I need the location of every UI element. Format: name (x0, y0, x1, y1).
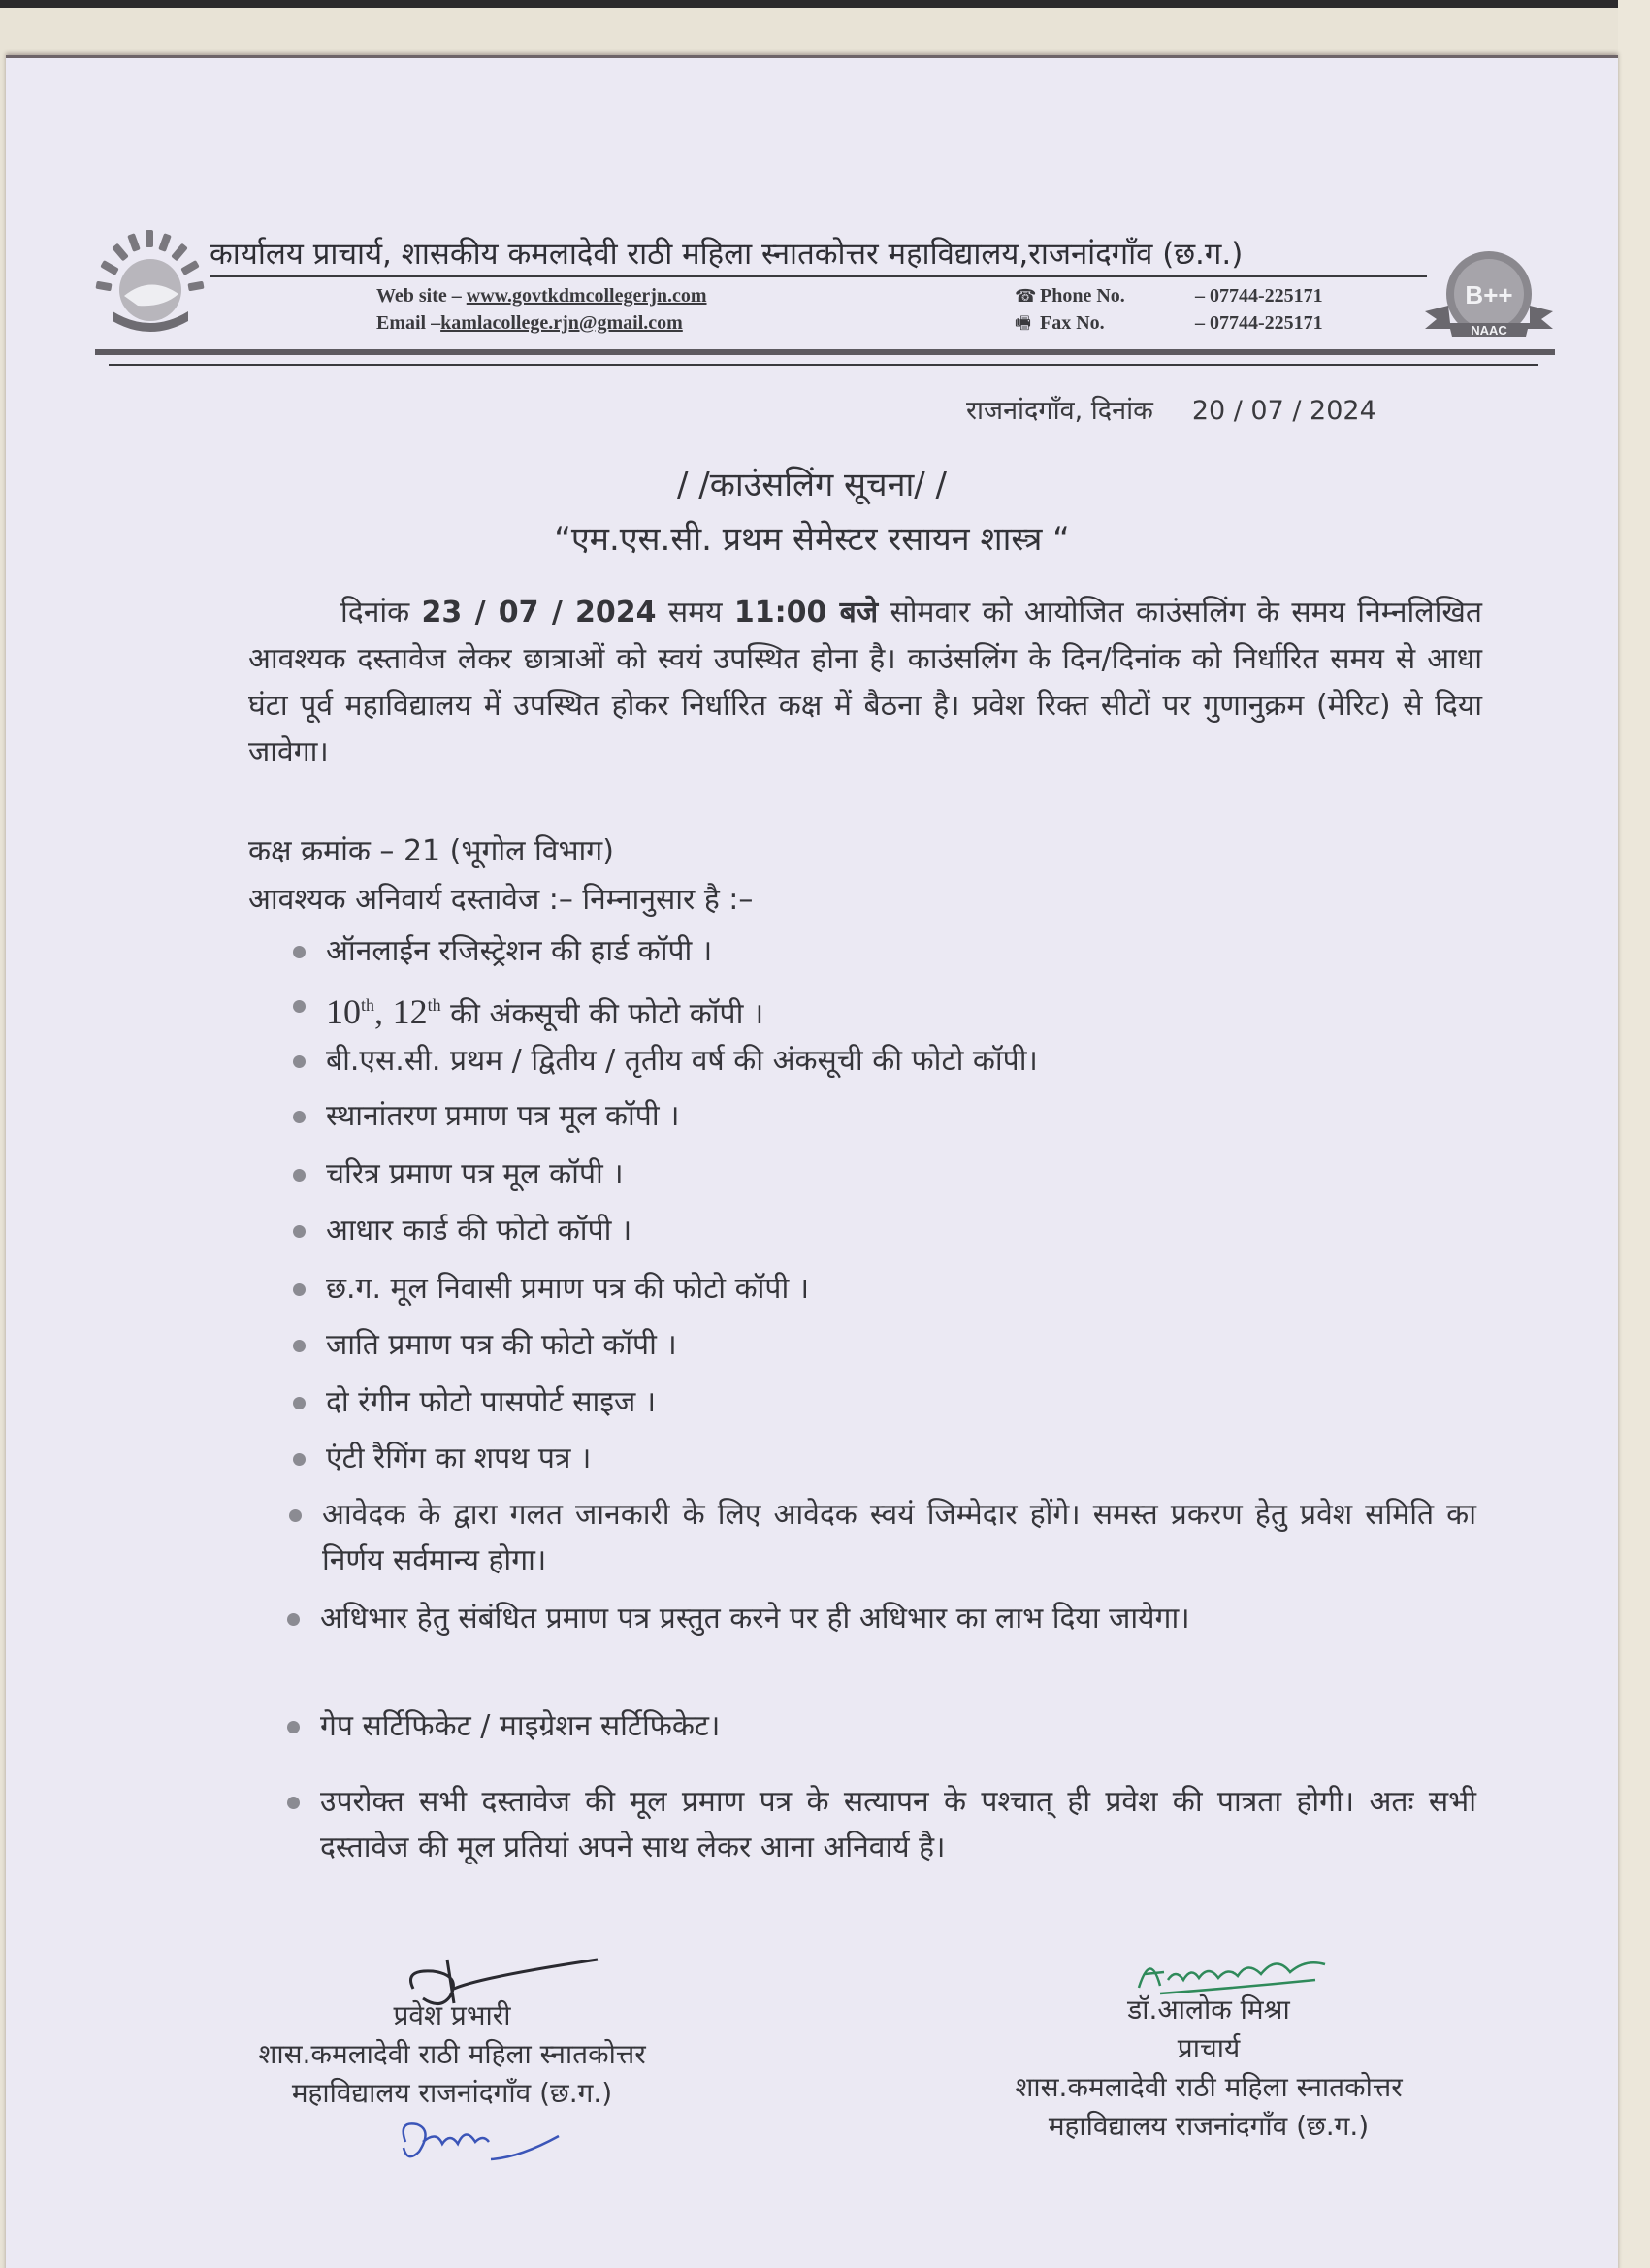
list-item: गेप सर्टिफिकेट / माइग्रेशन सर्टिफिकेट। (279, 1703, 1471, 1749)
email-link[interactable]: kamlacollege.rjn@gmail.com (440, 312, 683, 334)
issue-place: राजनांदगाँव, दिनांक (966, 396, 1153, 426)
letterhead-rule-thin (109, 364, 1538, 366)
counselling-date: 23 / 07 / 2024 (421, 596, 657, 630)
bullet-icon (287, 1613, 300, 1626)
signature-block-principal (918, 1991, 1500, 2146)
bullet-icon (289, 1509, 302, 1522)
principal-designation: प्राचार्य (1177, 2032, 1241, 2064)
bullet-icon (293, 1340, 306, 1352)
website-link[interactable]: www.govtkdmcollegerjn.com (466, 285, 707, 307)
signature-block-admission-incharge (180, 1996, 724, 2113)
principal-name: डॉ.आलोक मिश्रा (1127, 1993, 1290, 2025)
admission-incharge-designation: प्रवेश प्रभारी (393, 1999, 511, 2031)
notice-body-paragraph (248, 590, 1482, 776)
scan-top-edge (0, 0, 1650, 8)
bullet-icon (293, 1000, 306, 1013)
admission-incharge-org-line2: महाविद्यालय राजनांदगाँव (छ.ग.) (291, 2077, 613, 2109)
website-label: Web site – (376, 285, 462, 307)
intro-prefix: दिनांक (340, 596, 410, 630)
letterhead-rule-thick (95, 349, 1555, 355)
bullet-icon (293, 1453, 306, 1466)
notice-subtitle: “एम.एस.सी. प्रथम सेमेस्टर रसायन शास्त्र “ (554, 520, 1070, 559)
naac-badge-icon (1421, 247, 1557, 354)
bullet-icon (293, 1397, 306, 1409)
list-item: दो रंगीन फोटो पासपोर्ट साइज । (285, 1379, 1476, 1425)
list-item: स्थानांतरण प्रमाण पत्र मूल कॉपी । (285, 1093, 1476, 1139)
list-item: छ.ग. मूल निवासी प्रमाण पत्र की फोटो कॉपी । (285, 1266, 1476, 1312)
document-page (6, 55, 1618, 2268)
email-label: Email – (376, 312, 441, 334)
list-item: आवेदक के द्वारा गलत जानकारी के लिए आवेदक स्वयं जिम्मेदार होंगे। समस्त प्रकरण हेतु प्रवेश समिति का निर्णय सर्वमान्य होगा। (281, 1492, 1476, 1583)
telephone-icon: ☎ (1015, 286, 1037, 306)
svg-text:NAAC: NAAC (1471, 323, 1507, 338)
list-item: उपरोक्त सभी दस्तावेज की मूल प्रमाण पत्र के सत्यापन के पश्चात् ही प्रवेश की पात्रता होगी। अतः सभी दस्तावेज की मूल प्रतियां अपने साथ लेकर आना अनिवार्य है। (279, 1779, 1476, 1870)
list-item: अधिभार हेतु संबंधित प्रमाण पत्र प्रस्तुत करने पर ही अधिभार का लाभ दिया जायेगा। (279, 1596, 1476, 1641)
bullet-icon (293, 1283, 306, 1296)
phone-label: Phone No. (1040, 285, 1125, 307)
notice-title: / /काउंसलिंग सूचना/ / (676, 466, 948, 504)
phone-number: – 07744-225171 (1195, 285, 1323, 307)
college-logo-icon (95, 226, 206, 337)
fax-icon: 🖷 (1015, 313, 1031, 333)
issue-date: 20 / 07 / 2024 (1191, 396, 1376, 426)
list-item: जाति प्रमाण पत्र की फोटो कॉपी । (285, 1322, 1476, 1368)
principal-org-line2: महाविद्यालय राजनांदगाँव (छ.ग.) (1048, 2110, 1370, 2142)
bullet-icon (293, 1111, 306, 1123)
list-item: 10th, 12th की अंकसूची की फोटो कॉपी । (285, 983, 1476, 1037)
bullet-icon (287, 1721, 300, 1733)
bullet-icon (293, 1225, 306, 1238)
list-item: बी.एस.सी. प्रथम / द्वितीय / तृतीय वर्ष की अंकसूची की फोटो कॉपी। (285, 1038, 1476, 1084)
bullet-icon (293, 1169, 306, 1182)
admission-incharge-org-line1: शास.कमलादेवी राठी महिला स्नातकोत्तर (258, 2038, 646, 2070)
letterhead-title: कार्यालय प्राचार्य, शासकीय कमलादेवी राठी महिला स्नातकोत्तर महाविद्यालय,राजनांदगाँव (छ.ग.) (210, 233, 1427, 277)
tenth-label: 10th (326, 992, 375, 1031)
bullet-icon (293, 1055, 306, 1068)
list-item: चरित्र प्रमाण पत्र मूल कॉपी । (285, 1151, 1476, 1197)
time-label: समय (667, 596, 723, 630)
fax-label: Fax No. (1040, 312, 1105, 334)
fax-number: – 07744-225171 (1195, 312, 1323, 334)
list-item: आधार कार्ड की फोटो कॉपी । (285, 1208, 1476, 1253)
signature-blue-icon (394, 2113, 568, 2171)
counselling-time: 11:00 बजे (733, 596, 879, 630)
letterhead-phone-fax (1015, 282, 1323, 337)
bullet-icon (287, 1797, 300, 1809)
intro-rest: सोमवार को आयोजित काउंसलिंग के समय निम्नलिखित आवश्यक दस्तावेज लेकर छात्राओं को स्वयं उपस्थित होना है। काउंसलिंग के दिन/दिनांक को निर्धारित समय से आधा घंटा पूर्व महाविद्यालय में उपस्थित होकर निर्धारित कक्ष में बैठना है। प्रवेश रिक्त सीटों पर गुणानुक्रम (मेरिट) से दिया जावेगा। (248, 596, 1483, 769)
twelfth-label: 12th (392, 992, 441, 1031)
principal-org-line1: शास.कमलादेवी राठी महिला स्नातकोत्तर (1015, 2071, 1403, 2103)
bullet-icon (293, 946, 306, 958)
list-item: एंटी रैगिंग का शपथ पत्र । (285, 1436, 1476, 1481)
documents-heading: आवश्यक अनिवार्य दस्तावेज :– निम्नानुसार है :– (248, 883, 754, 917)
svg-text:B++: B++ (1465, 280, 1513, 309)
issue-date-line (966, 391, 1376, 427)
scan-background-edge (1618, 0, 1650, 2268)
room-number: कक्ष क्रमांक – 21 (भूगोल विभाग) (248, 834, 614, 868)
list-item: ऑनलाईन रजिस्ट्रेशन की हार्ड कॉपी । (285, 928, 1476, 974)
letterhead-web-email (376, 282, 707, 337)
